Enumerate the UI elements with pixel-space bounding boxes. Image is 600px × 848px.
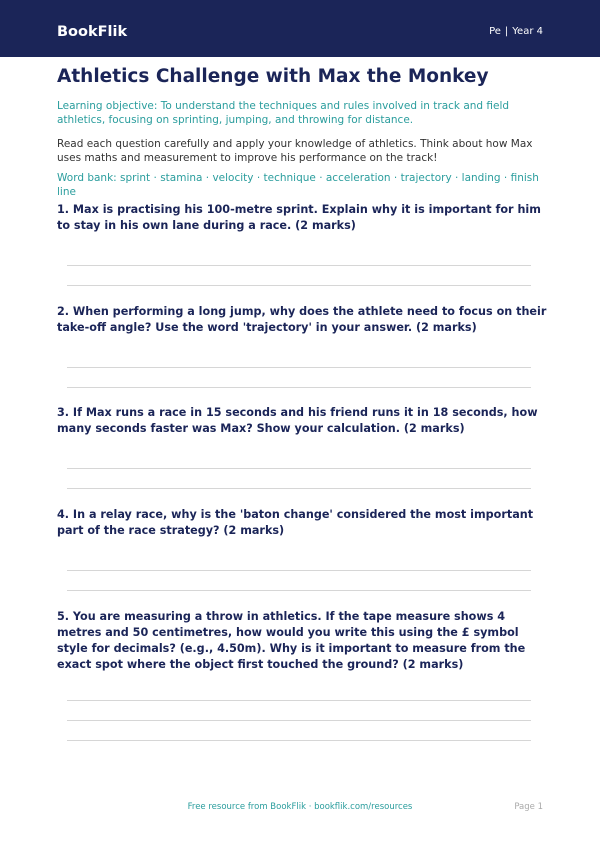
answer-line[interactable] [67,570,531,571]
answer-line[interactable] [67,590,531,591]
subject-label: Pe [489,26,501,37]
word-bank: Word bank: sprint · stamina · velocity · technique · acceleration · trajectory · landing · finish line [57,172,539,198]
question-5: 5. You are measuring a throw in athletics. If the tape measure shows 4 metres and 50 centimetres, how would you write this using the £ symbol style for decimals? (e.g., 4.50m). Why is it important to measure from the exact spot where the object first touched the ground? (2 marks) [57,610,526,671]
answer-line[interactable] [67,488,531,489]
question-3: 3. If Max runs a race in 15 seconds and his friend runs it in 18 seconds, how many seconds faster was Max? Show your calculation. (2 marks) [57,406,538,435]
answer-line[interactable] [67,285,531,286]
answer-line[interactable] [67,468,531,469]
footer-resource-link[interactable]: Free resource from BookFlik · bookflik.com/resources [187,802,413,812]
answer-line[interactable] [67,720,531,721]
page-number: Page 1 [514,802,543,812]
year-label: Year 4 [512,26,543,37]
answer-line[interactable] [67,740,531,741]
page-header [0,0,600,57]
question-2: 2. When performing a long jump, why does the athlete need to focus on their take-off angle? Use the word 'trajectory' in your answer. (2 marks) [57,305,547,334]
subject-year-label [489,25,543,39]
answer-line[interactable] [67,700,531,701]
learning-objective: Learning objective: To understand the techniques and rules involved in track and field athletics, focusing on sprinting, jumping, and throwing for distance. [57,100,510,126]
question-4: 4. In a relay race, why is the 'baton change' considered the most important part of the race strategy? (2 marks) [57,508,534,537]
instructions-text: Read each question carefully and apply your knowledge of athletics. Think about how Max uses maths and measurement to improve his performance on the track! [57,138,533,164]
answer-line[interactable] [67,367,531,368]
brand-logo[interactable]: BookFlik [57,24,128,40]
question-1: 1. Max is practising his 100-metre sprint. Explain why it is important for him to stay in his own lane during a race. (2 marks) [57,203,541,232]
separator: | [504,26,509,37]
worksheet-title: Athletics Challenge with Max the Monkey [57,66,489,87]
answer-line[interactable] [67,265,531,266]
answer-line[interactable] [67,387,531,388]
